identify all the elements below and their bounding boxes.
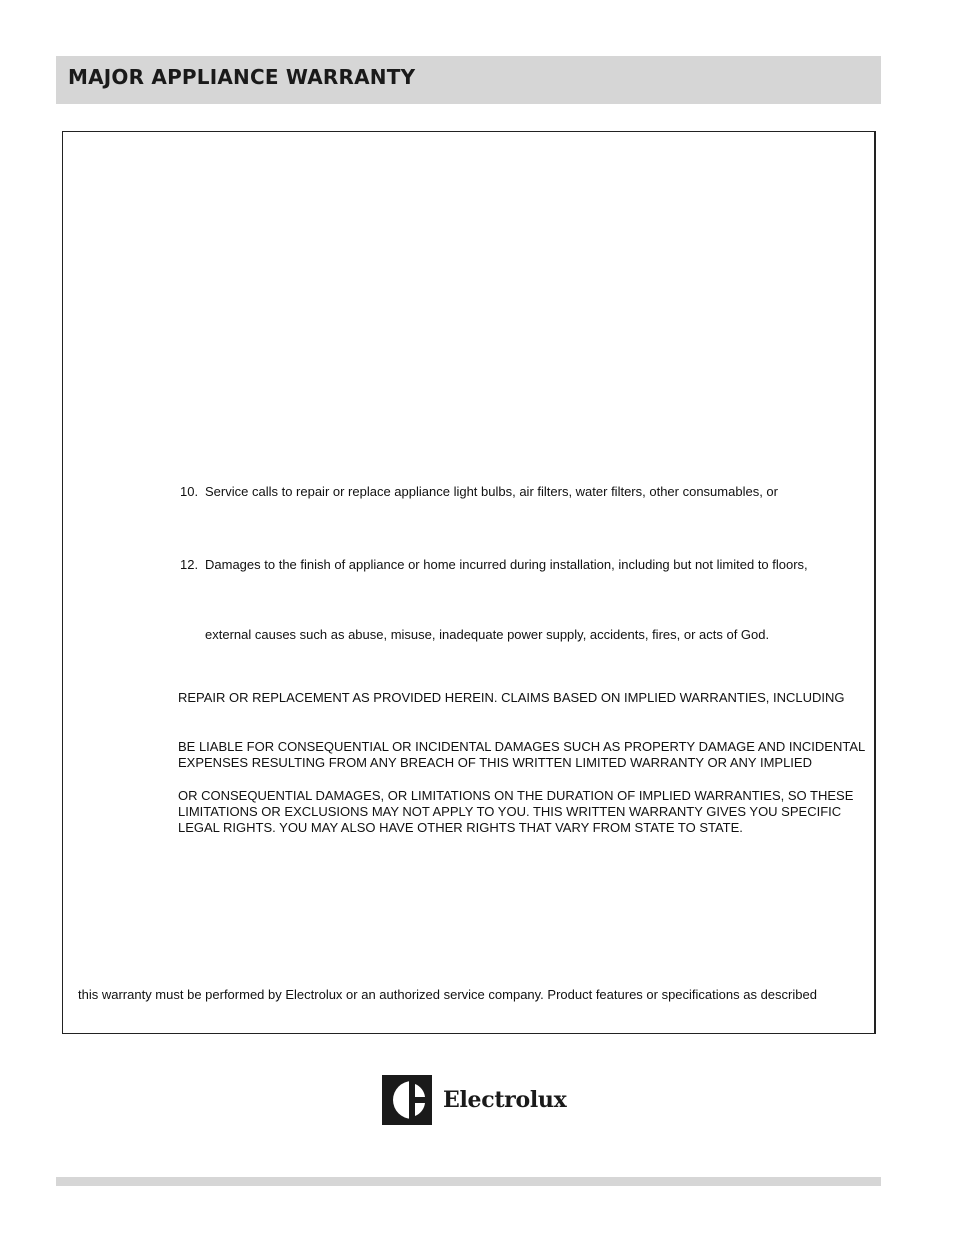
header-band bbox=[56, 56, 881, 104]
disclaimer-liable-line-1: BE LIABLE FOR CONSEQUENTIAL OR INCIDENTAL DAMAGES SUCH AS PROPERTY DAMAGE AND INCIDENTAL bbox=[178, 739, 866, 754]
electrolux-wordmark: Electrolux bbox=[443, 1087, 567, 1113]
service-note-text: this warranty must be performed by Electrolux or an authorized service company. Product features or specifications as described bbox=[78, 987, 817, 1002]
item-number: 12. bbox=[180, 557, 199, 572]
warranty-item-12 bbox=[180, 557, 808, 574]
external-causes-text: external causes such as abuse, misuse, inadequate power supply, accidents, fires, or acts of God. bbox=[205, 627, 770, 642]
disclaimer-consequential-line-2: LIMITATIONS OR EXCLUSIONS MAY NOT APPLY TO YOU. THIS WRITTEN WARRANTY GIVES YOU SPECIFIC bbox=[178, 804, 842, 819]
item-text: Damages to the finish of appliance or home incurred during installation, including but not limited to floors, bbox=[205, 557, 808, 572]
electrolux-logo bbox=[382, 1075, 567, 1127]
warranty-box bbox=[62, 131, 876, 1034]
disclaimer-repair-text: REPAIR OR REPLACEMENT AS PROVIDED HEREIN. CLAIMS BASED ON IMPLIED WARRANTIES, INCLUDING bbox=[178, 690, 845, 705]
item-number: 10. bbox=[180, 484, 199, 499]
warranty-item-10 bbox=[180, 484, 778, 501]
page-title: MAJOR APPLIANCE WARRANTY bbox=[68, 65, 416, 89]
disclaimer-liable-line-2: EXPENSES RESULTING FROM ANY BREACH OF THIS WRITTEN LIMITED WARRANTY OR ANY IMPLIED bbox=[178, 755, 812, 770]
item-text: Service calls to repair or replace appliance light bulbs, air filters, water filters, other consumables, or bbox=[205, 484, 778, 499]
electrolux-logo-icon bbox=[382, 1075, 432, 1125]
disclaimer-consequential-line-1: OR CONSEQUENTIAL DAMAGES, OR LIMITATIONS ON THE DURATION OF IMPLIED WARRANTIES, SO THESE bbox=[178, 788, 854, 803]
disclaimer-consequential-line-3: LEGAL RIGHTS. YOU MAY ALSO HAVE OTHER RIGHTS THAT VARY FROM STATE TO STATE. bbox=[178, 820, 743, 835]
footer-bar bbox=[56, 1177, 881, 1186]
